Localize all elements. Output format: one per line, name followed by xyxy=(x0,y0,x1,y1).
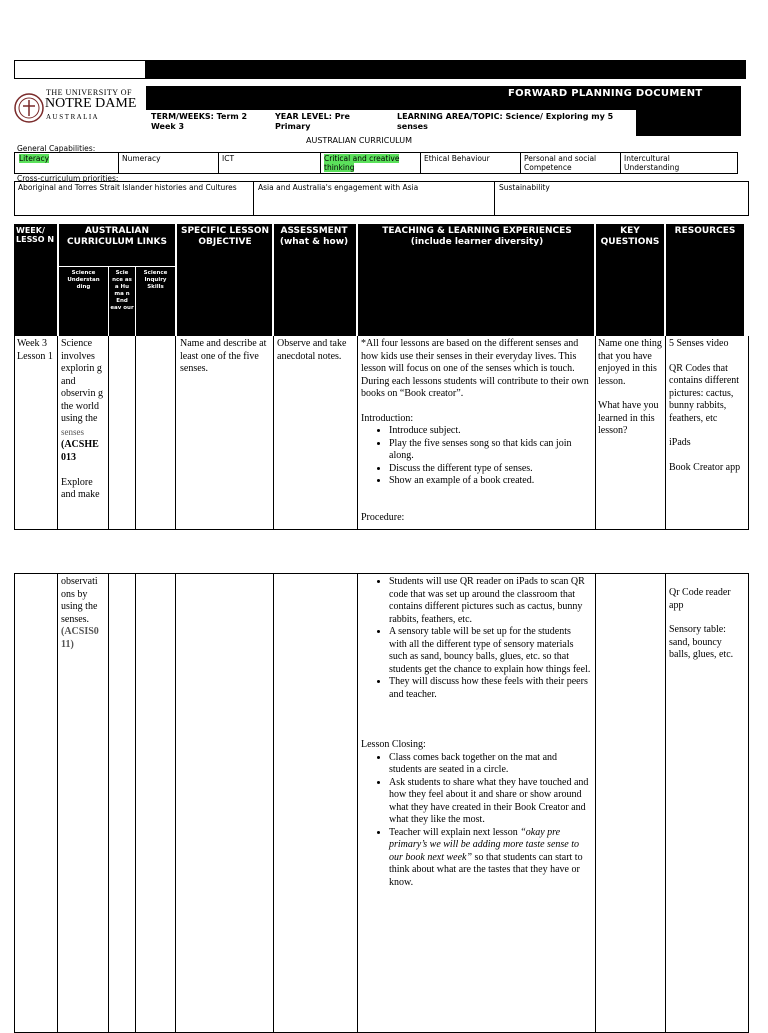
capabilities-label: General Capabilities: xyxy=(17,144,96,153)
link-code-acsis011: (ACSIS0 11) xyxy=(61,626,99,650)
term-weeks: TERM/WEEKS: Term 2 Week 3 xyxy=(151,112,248,131)
cross-aboriginal: Aboriginal and Torres Strait Islander histories and Cultures xyxy=(18,183,237,192)
list-item: • Teacher will explain next lesson “okay pre primary’s we will be adding more taste sense to our book next week” so that students can start to think about what are the tastes that they have or know. xyxy=(389,827,591,890)
header-assessment: ASSESSMENT (what & how) xyxy=(279,226,349,247)
capability-intercultural: Intercultural Understanding xyxy=(624,154,680,172)
capability-ethical: Ethical Behaviour xyxy=(424,154,490,163)
capability-numeracy: Numeracy xyxy=(122,154,161,163)
top-bar-white xyxy=(14,60,146,79)
university-line3: A U S T R A L I A xyxy=(46,113,98,121)
key-questions-cell: Name one thing that you have enjoyed in this lesson. What have you learned in this lesson? xyxy=(598,338,662,436)
cross-asia: Asia and Australia's engagement with Asia xyxy=(258,183,419,192)
capability-personal-social: Personal and social Competence xyxy=(524,154,597,172)
list-item: • They will discuss how these feels with their peers and teacher. xyxy=(389,676,591,701)
curriculum-link-cell-2: observati ons by using the senses. (ACSIS0 11) xyxy=(61,576,99,650)
link-senses: senses xyxy=(61,426,84,437)
cross-sustainability: Sustainability xyxy=(499,183,550,192)
subheader-science-understanding: Science Understan ding xyxy=(67,270,100,290)
introduction-list xyxy=(361,425,591,488)
closing-list xyxy=(361,752,591,890)
australian-curriculum-label: AUSTRALIAN CURRICULUM xyxy=(306,136,412,145)
university-line2: NOTRE DAME xyxy=(45,96,137,111)
teaching-intro: *All four lessons are based on the different senses and how kids use their senses in their everyday lives. This lesson will focus on one of the senses which is touch. During each lessons students will contribute to their own books on “Book creator”. xyxy=(361,338,589,399)
capability-critical-thinking: Critical and creative thinking xyxy=(324,154,400,172)
list-item: • Class comes back together on the mat and students are seated in a circle. xyxy=(389,752,591,777)
list-item: • Introduce subject. xyxy=(389,425,591,438)
list-item: • Show an example of a book created. xyxy=(389,475,591,488)
header-objective: SPECIFIC LESSON OBJECTIVE xyxy=(180,226,270,247)
list-item: • Discuss the different type of senses. xyxy=(389,463,591,476)
header-teaching: TEACHING & LEARNING EXPERIENCES (include learner diversity) xyxy=(382,226,572,247)
list-item: • Students will use QR reader on iPads to scan QR code that was set up around the classroom that contains different pictures such as cactus, bunny rabbits, feathers, etc. xyxy=(389,576,591,626)
teaching-cell xyxy=(361,338,591,524)
year-level: YEAR LEVEL: Pre Primary xyxy=(275,112,350,131)
header-key-questions: KEY QUESTIONS xyxy=(600,226,660,247)
assessment-cell: Observe and take anecdotal notes. xyxy=(277,338,347,362)
link-code-acshe013: (ACSHE 013 xyxy=(61,439,99,463)
cross-curriculum-label: Cross-curriculum priorities: xyxy=(17,174,119,183)
objective-cell: Name and describe at least one of the five senses. xyxy=(180,338,267,374)
header-resources: RESOURCES xyxy=(674,226,736,236)
header-week-lesson: WEEK/ LESSO N xyxy=(16,226,55,244)
list-item: • A sensory table will be set up for the students with all the different type of sensory materials such as sand, bouncy balls, glues, etc. so that students get the chance to explain how things feel. xyxy=(389,626,591,676)
university-line1: THE UNIVERSITY OF xyxy=(46,88,132,97)
introduction-label: Introduction: xyxy=(361,412,414,424)
capability-ict: ICT xyxy=(222,154,235,163)
teaching-cell-2 xyxy=(361,576,591,889)
crest-icon xyxy=(14,88,44,128)
top-bar-black xyxy=(146,60,746,79)
doc-title: FORWARD PLANNING DOCUMENT xyxy=(508,88,703,99)
university-logo xyxy=(14,86,144,136)
header-ac-links: AUSTRALIAN CURRICULUM LINKS xyxy=(67,226,167,247)
subheader-science-inquiry: Science Inquiry Skills xyxy=(143,270,168,290)
learning-area: LEARNING AREA/TOPIC: Science/ Exploring my 5 senses xyxy=(397,112,614,131)
list-item: • Play the five senses song so that kids can join along. xyxy=(389,438,591,463)
procedure-list xyxy=(361,576,591,701)
subheader-science-human-endeavour: Scie nce as a Hu ma n End eav our xyxy=(110,270,134,311)
week-lesson-cell: Week 3 Lesson 1 xyxy=(17,338,53,362)
procedure-label: Procedure: xyxy=(361,511,405,523)
list-item: • Ask students to share what they have touched and how they feel about it and share or show around what they have created in their Book Creator and what they like the most. xyxy=(389,777,591,827)
curriculum-link-cell: Science involves explorin g and observin g the world using the senses (ACSHE 013 Explore and make xyxy=(61,338,103,500)
closing-label: Lesson Closing: xyxy=(361,739,426,750)
resources-cell: 5 Senses video QR Codes that contains different pictures: cactus, bunny rabbits, feathers, etc iPads Book Creator app xyxy=(669,338,741,473)
resources-cell-2: Qr Code reader app Sensory table: sand, bouncy balls, glues, etc. xyxy=(669,587,734,660)
capability-literacy: Literacy xyxy=(19,154,50,163)
